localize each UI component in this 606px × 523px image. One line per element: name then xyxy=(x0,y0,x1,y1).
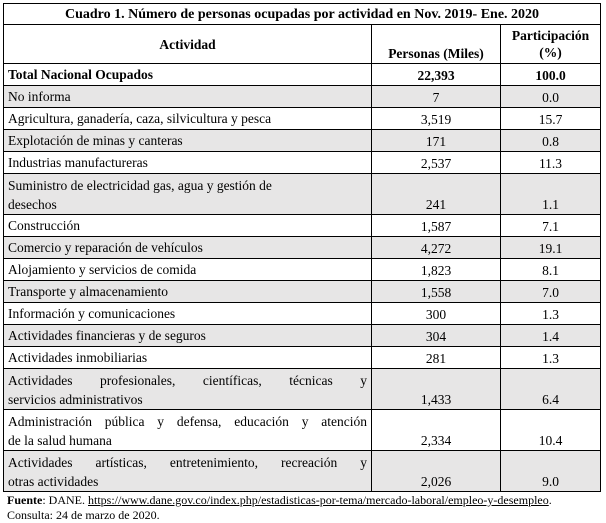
row-persons: 1,433 xyxy=(372,369,501,410)
total-persons: 22,393 xyxy=(372,64,501,86)
row-label xyxy=(4,451,372,492)
table-row xyxy=(4,215,601,237)
row-persons: 1,823 xyxy=(372,259,501,281)
row-persons: 241 xyxy=(372,174,501,215)
row-share: 11.3 xyxy=(501,152,601,174)
row-label-line1: Suministro de electricidad gas, agua y gestión de xyxy=(8,178,272,193)
total-label: Total Nacional Ocupados xyxy=(4,64,372,86)
table-row xyxy=(4,237,601,259)
table-container xyxy=(3,3,600,523)
total-row xyxy=(4,64,601,86)
source-link[interactable]: https://www.dane.gov.co/index.php/estadisticas-por-tema/mercado-laboral/empleo-y-desempleo xyxy=(88,493,549,507)
row-share: 0.8 xyxy=(501,130,601,152)
row-persons: 7 xyxy=(372,86,501,108)
row-label: Explotación de minas y canteras xyxy=(4,130,372,152)
row-persons: 2,026 xyxy=(372,451,501,492)
row-label-line1: Actividades profesionales, científicas, técnicas y xyxy=(8,373,367,388)
row-share: 10.4 xyxy=(501,410,601,451)
table-row xyxy=(4,410,601,451)
table-row xyxy=(4,451,601,492)
row-persons: 171 xyxy=(372,130,501,152)
row-share: 9.0 xyxy=(501,451,601,492)
row-share: 7.0 xyxy=(501,281,601,303)
header-share-line1: Participación xyxy=(511,28,590,43)
employment-table xyxy=(3,3,601,492)
row-label: Comercio y reparación de vehículos xyxy=(4,237,372,259)
row-persons: 2,537 xyxy=(372,152,501,174)
row-label-line2: desechos xyxy=(8,197,57,212)
row-label: Actividades financieras y de seguros xyxy=(4,325,372,347)
row-share: 6.4 xyxy=(501,369,601,410)
total-share: 100.0 xyxy=(501,64,601,86)
row-label xyxy=(4,410,372,451)
row-label: Transporte y almacenamiento xyxy=(4,281,372,303)
source-note xyxy=(3,493,600,523)
row-share: 1.3 xyxy=(501,347,601,369)
table-row xyxy=(4,369,601,410)
source-after: . Consulta: 24 de marzo de 2020. xyxy=(7,493,552,522)
header-persons: Personas (Miles) xyxy=(372,25,501,64)
table-row xyxy=(4,347,601,369)
row-label-line1: Actividades artísticas, entretenimiento, recreación y xyxy=(8,455,367,470)
table-row xyxy=(4,152,601,174)
row-persons: 1,587 xyxy=(372,215,501,237)
table-row xyxy=(4,174,601,215)
row-persons: 2,334 xyxy=(372,410,501,451)
row-share: 19.1 xyxy=(501,237,601,259)
row-label: Agricultura, ganadería, caza, silvicultura y pesca xyxy=(4,108,372,130)
row-label-line2: de la salud humana xyxy=(8,433,112,448)
row-label: Información y comunicaciones xyxy=(4,303,372,325)
row-persons: 4,272 xyxy=(372,237,501,259)
row-share: 0.0 xyxy=(501,86,601,108)
row-share: 7.1 xyxy=(501,215,601,237)
table-row xyxy=(4,325,601,347)
row-label: Construcción xyxy=(4,215,372,237)
table-row xyxy=(4,259,601,281)
table-row xyxy=(4,281,601,303)
row-label-line2: otras actividades xyxy=(8,474,99,489)
table-row xyxy=(4,303,601,325)
row-label xyxy=(4,174,372,215)
row-persons: 1,558 xyxy=(372,281,501,303)
header-activity: Actividad xyxy=(4,25,372,64)
row-label: Industrias manufactureras xyxy=(4,152,372,174)
row-persons: 3,519 xyxy=(372,108,501,130)
row-label-line2: servicios administrativos xyxy=(8,392,143,407)
table-row xyxy=(4,130,601,152)
source-text: : DANE. xyxy=(42,493,88,507)
row-label: Actividades inmobiliarias xyxy=(4,347,372,369)
row-persons: 281 xyxy=(372,347,501,369)
row-label-line1: Administración pública y defensa, educación y atención xyxy=(8,414,367,429)
header-share-line2: (%) xyxy=(539,45,562,60)
row-share: 1.1 xyxy=(501,174,601,215)
source-label: Fuente xyxy=(7,493,43,507)
row-share: 1.3 xyxy=(501,303,601,325)
table-row xyxy=(4,86,601,108)
row-share: 8.1 xyxy=(501,259,601,281)
table-caption: Cuadro 1. Número de personas ocupadas por actividad en Nov. 2019- Ene. 2020 xyxy=(4,4,601,25)
header-share xyxy=(501,25,601,64)
table-row xyxy=(4,108,601,130)
row-persons: 300 xyxy=(372,303,501,325)
row-label xyxy=(4,369,372,410)
row-label: Alojamiento y servicios de comida xyxy=(4,259,372,281)
row-share: 1.4 xyxy=(501,325,601,347)
row-label: No informa xyxy=(4,86,372,108)
row-share: 15.7 xyxy=(501,108,601,130)
row-persons: 304 xyxy=(372,325,501,347)
